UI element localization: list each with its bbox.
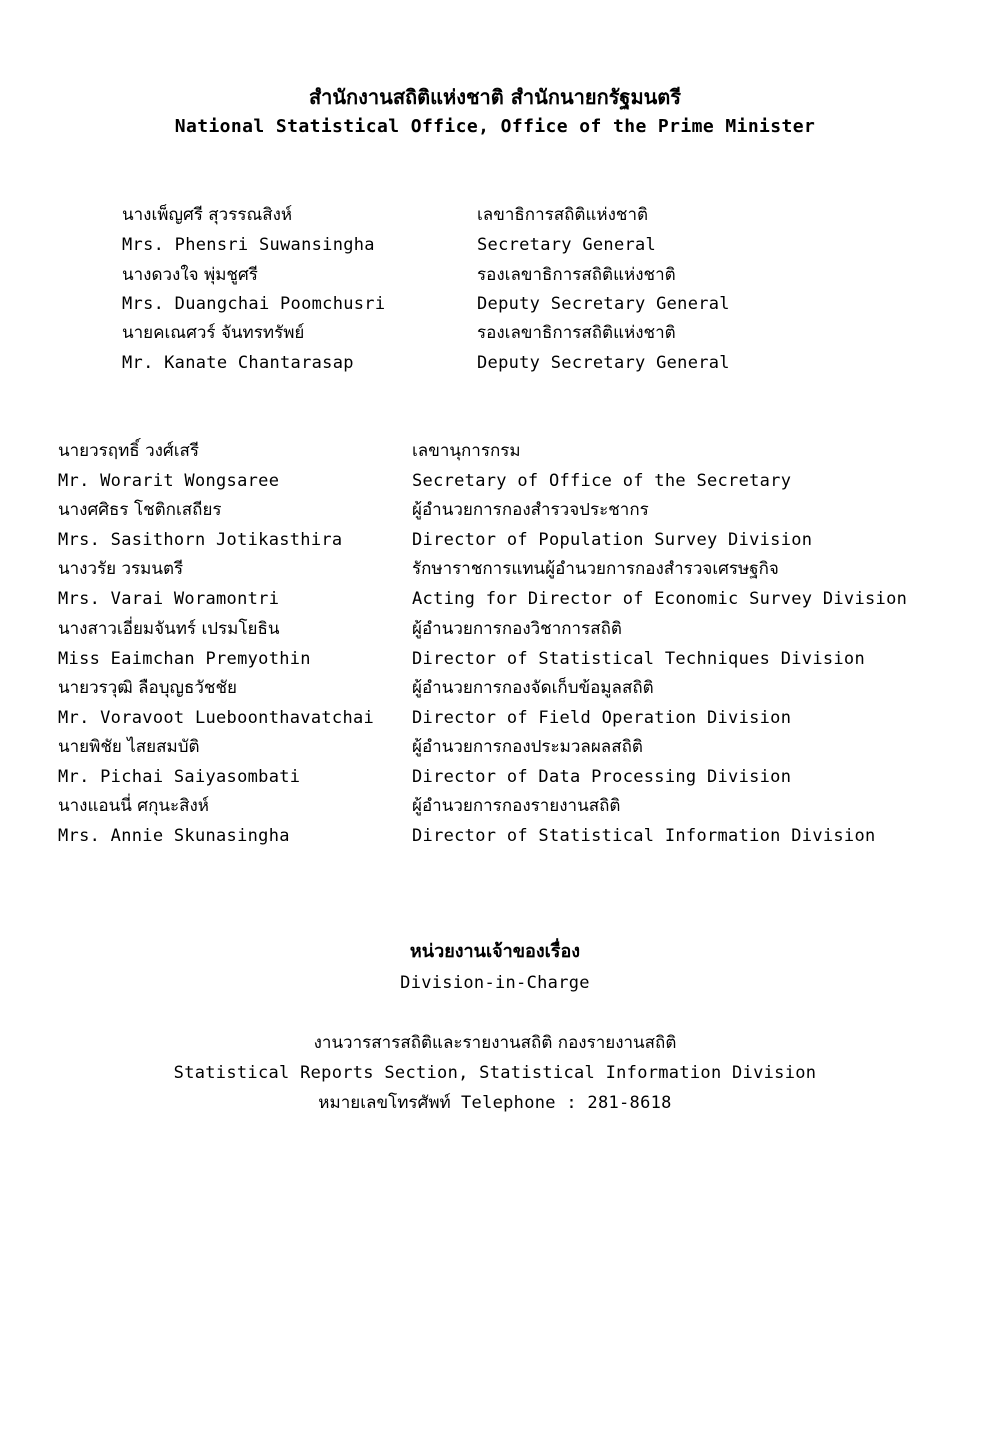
- exec-2-title-en: Deputy Secretary General: [477, 294, 730, 314]
- thai-agency-title: สำนักงานสถิติแห่งชาติ สำนักนายกรัฐมนตรี: [308, 85, 682, 109]
- dir-1-title-en: Secretary of Office of the Secretary: [412, 471, 792, 491]
- dir-5-title-th: ผู้อำนวยการกองจัดเก็บข้อมูลสถิติ: [412, 678, 654, 698]
- telephone-line: [0, 1092, 990, 1114]
- exec-1-title-th: เลขาธิการสถิติแห่งชาติ: [477, 205, 649, 225]
- dir-3-title-en: Acting for Director of Economic Survey Division: [412, 589, 908, 609]
- exec-2-name-th: นางดวงใจ พุ่มชูศรี: [122, 265, 258, 285]
- dir-7-name-en: Mrs. Annie Skunasingha: [58, 826, 290, 846]
- dir-1-title-th: เลขานุการกรม: [412, 441, 521, 461]
- exec-3-title-th: รองเลขาธิการสถิติแห่งชาติ: [477, 323, 676, 343]
- dir-6-name-en: Mr. Pichai Saiyasombati: [58, 767, 301, 787]
- dir-2-title-th: ผู้อำนวยการกองสำรวจประชากร: [412, 500, 649, 520]
- dir-5-title-en: Director of Field Operation Division: [412, 708, 792, 728]
- telephone-label-th: หมายเลขโทรศัพท์: [318, 1093, 451, 1113]
- dir-4-title-en: Director of Statistical Techniques Division: [412, 649, 865, 669]
- dir-6-title-en: Director of Data Processing Division: [412, 767, 792, 787]
- division-heading-th: หน่วยงานเจ้าของเรื่อง: [409, 941, 581, 962]
- dir-3-name-th: นางวรัย วรมนตรี: [58, 559, 184, 579]
- dir-3-title-th: รักษาราชการแทนผู้อำนวยการกองสำรวจเศรษฐกิจ: [412, 559, 779, 579]
- section-name-en: Statistical Reports Section, Statistical Information Division: [173, 1063, 817, 1083]
- exec-3-name-th: นายคเณศวร์ จันทรทรัพย์: [122, 323, 305, 343]
- telephone-number-en: Telephone : 281-8618: [461, 1093, 672, 1113]
- dir-6-name-th: นายพิชัย ไสยสมบัติ: [58, 737, 200, 757]
- exec-2-name-en: Mrs. Duangchai Poomchusri: [122, 294, 386, 314]
- division-heading-en: Division-in-Charge: [400, 973, 590, 993]
- section-name-th: งานวารสารสถิติและรายงานสถิติ กองรายงานสถิติ: [313, 1033, 677, 1053]
- dir-2-name-th: นางศศิธร โชติกเสถียร: [58, 500, 222, 520]
- exec-1-name-th: นางเพ็ญศรี สุวรรณสิงห์: [122, 205, 293, 225]
- dir-3-name-en: Mrs. Varai Woramontri: [58, 589, 280, 609]
- dir-5-name-th: นายวรวุฒิ ลือบุญธวัชชัย: [58, 678, 237, 698]
- exec-1-name-en: Mrs. Phensri Suwansingha: [122, 235, 375, 255]
- dir-7-name-th: นางแอนนี่ ศกุนะสิงห์: [58, 796, 209, 816]
- exec-1-title-en: Secretary General: [477, 235, 657, 255]
- dir-4-title-th: ผู้อำนวยการกองวิชาการสถิติ: [412, 619, 622, 639]
- dir-1-name-en: Mr. Worarit Wongsaree: [58, 471, 280, 491]
- exec-3-name-en: Mr. Kanate Chantarasap: [122, 353, 354, 373]
- dir-4-name-th: นางสาวเอี่ยมจันทร์ เปรมโยธิน: [58, 619, 280, 639]
- english-agency-title: National Statistical Office, Office of the Prime Minister: [174, 116, 816, 137]
- exec-2-title-th: รองเลขาธิการสถิติแห่งชาติ: [477, 265, 676, 285]
- dir-2-name-en: Mrs. Sasithorn Jotikasthira: [58, 530, 343, 550]
- dir-4-name-en: Miss Eaimchan Premyothin: [58, 649, 311, 669]
- dir-7-title-en: Director of Statistical Information Division: [412, 826, 876, 846]
- dir-5-name-en: Mr. Voravoot Lueboonthavatchai: [58, 708, 375, 728]
- exec-3-title-en: Deputy Secretary General: [477, 353, 730, 373]
- dir-7-title-th: ผู้อำนวยการกองรายงานสถิติ: [412, 796, 621, 816]
- dir-6-title-th: ผู้อำนวยการกองประมวลผลสถิติ: [412, 737, 643, 757]
- dir-1-name-th: นายวรฤทธิ์ วงศ์เสรี: [58, 441, 200, 461]
- dir-2-title-en: Director of Population Survey Division: [412, 530, 813, 550]
